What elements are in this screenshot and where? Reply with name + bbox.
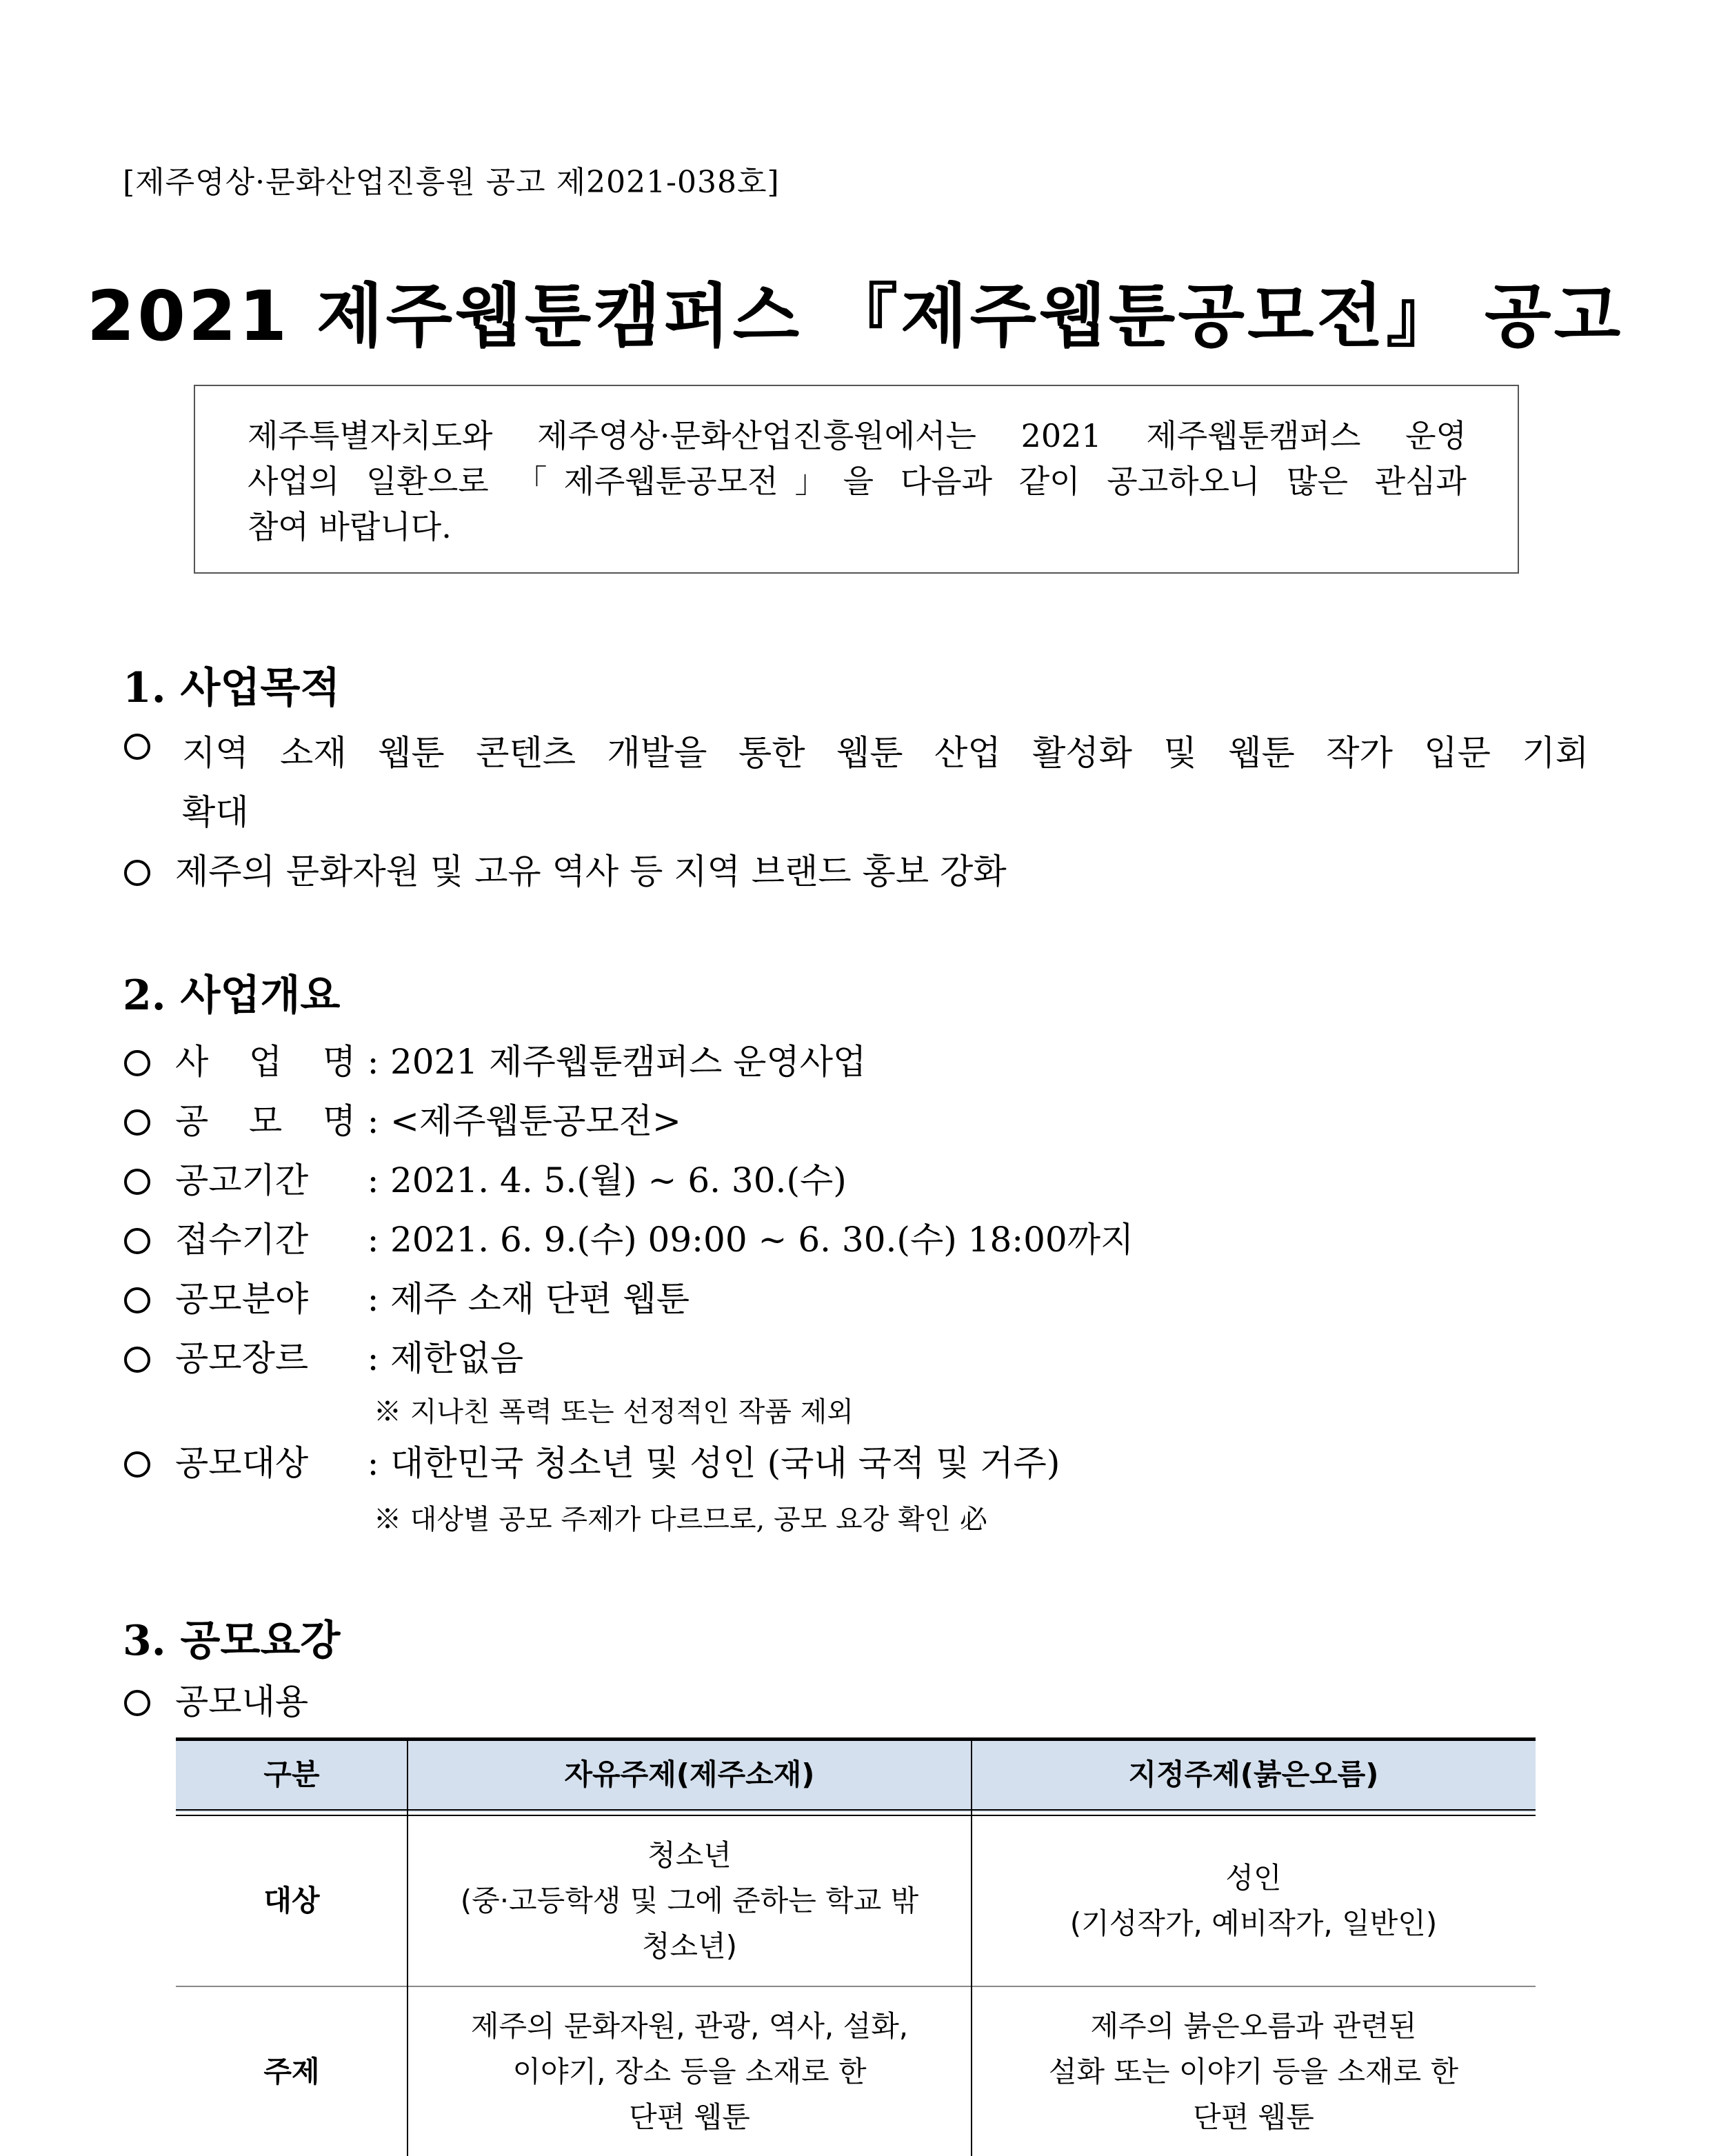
circle-bullet-icon bbox=[124, 1169, 150, 1195]
note-text: ※ 지나친 폭력 또는 선정적인 작품 제외 bbox=[374, 1396, 854, 1428]
circle-bullet-icon bbox=[124, 1347, 150, 1373]
notice-number: [제주영상·문화산업진흥원 공고 제2021-038호] bbox=[123, 165, 780, 200]
header-cell: 지정주제(붉은오름) bbox=[1128, 1757, 1379, 1791]
list-item bbox=[124, 844, 1007, 894]
section-heading: 3. 공모요강 bbox=[123, 1617, 341, 1665]
overview-label: 공고기간 bbox=[175, 1160, 309, 1200]
cell-line: 설화 또는 이야기 등을 소재로 한 bbox=[1048, 2054, 1459, 2088]
overview-value: 제주 소재 단편 웹툰 bbox=[390, 1279, 690, 1319]
circle-bullet-icon bbox=[124, 1109, 150, 1136]
intro-line: 사업의 일환으로 「제주웹툰공모전」을 다음과 같이 공고하오니 많은 관심과 bbox=[248, 463, 1467, 500]
cell-line: (기성작가, 예비작가, 일반인) bbox=[1069, 1906, 1438, 1940]
overview-value: 2021 제주웹툰캠퍼스 운영사업 bbox=[390, 1042, 867, 1082]
circle-bullet-icon bbox=[124, 734, 150, 760]
intro-box bbox=[194, 385, 1519, 574]
overview-value: 제한없음 bbox=[390, 1338, 524, 1378]
note-text: ※ 대상별 공모 주제가 다르므로, 공모 요강 확인 必 bbox=[374, 1504, 987, 1535]
header-cell: 구분 bbox=[263, 1757, 320, 1791]
circle-bullet-icon bbox=[124, 1690, 150, 1716]
overview-label: 공모분야 bbox=[175, 1279, 309, 1319]
overview-row bbox=[124, 1094, 681, 1143]
intro-line: 제주특별자치도와 제주영상·문화산업진흥원에서는 2021 제주웹툰캠퍼스 운영 bbox=[248, 417, 1467, 454]
row-head: 대상 bbox=[263, 1884, 320, 1917]
circle-bullet-icon bbox=[124, 1451, 150, 1478]
cell-line: 청소년 bbox=[647, 1838, 732, 1872]
table-cell bbox=[972, 1816, 1536, 1986]
circle-bullet-icon bbox=[124, 1050, 150, 1076]
cell-line: 성인 bbox=[1225, 1861, 1282, 1895]
purpose-text-cont: 확대 bbox=[182, 792, 249, 832]
overview-label: 사 업 명 bbox=[175, 1042, 356, 1082]
header-cell: 자유주제(제주소재) bbox=[564, 1757, 815, 1791]
column-divider bbox=[971, 1737, 972, 2156]
overview-label: 접수기간 bbox=[175, 1220, 309, 1260]
colon: : bbox=[367, 1042, 379, 1082]
purpose-text: 지역 소재 웹툰 콘텐츠 개발을 통한 웹툰 산업 활성화 및 웹툰 작가 입문 기회 bbox=[182, 733, 1589, 773]
overview-value: 2021. 4. 5.(월) ~ 6. 30.(수) bbox=[390, 1160, 847, 1200]
circle-bullet-icon bbox=[124, 860, 150, 886]
colon: : bbox=[367, 1220, 379, 1260]
overview-label: 공모장르 bbox=[175, 1338, 309, 1378]
cell-line: 청소년) bbox=[641, 1929, 738, 1963]
overview-value: 2021. 6. 9.(수) 09:00 ~ 6. 30.(수) 18:00까지 bbox=[390, 1220, 1134, 1260]
colon: : bbox=[367, 1101, 379, 1141]
colon: : bbox=[367, 1338, 379, 1378]
circle-bullet-icon bbox=[124, 1287, 150, 1313]
overview-row bbox=[124, 1034, 866, 1084]
purpose-text: 제주의 문화자원 및 고유 역사 등 지역 브랜드 홍보 강화 bbox=[175, 852, 1007, 891]
overview-row bbox=[124, 1153, 847, 1202]
cell-line: 단편 웹툰 bbox=[629, 2099, 750, 2134]
overview-label: 공모대상 bbox=[175, 1443, 309, 1483]
document-title: 2021 제주웹툰캠퍼스 『제주웹툰공모전』 공고 bbox=[86, 276, 1624, 356]
cell-line: 제주의 문화자원, 관광, 역사, 설화, bbox=[470, 2008, 909, 2043]
cell-line: 제주의 붉은오름과 관련된 bbox=[1090, 2008, 1417, 2043]
overview-row bbox=[124, 1435, 1060, 1485]
cell-line: 이야기, 장소 등을 소재로 한 bbox=[512, 2054, 867, 2088]
row-head: 주제 bbox=[263, 2054, 320, 2088]
overview-value: <제주웹툰공모전> bbox=[390, 1101, 681, 1141]
cell-line: (중·고등학생 및 그에 준하는 학교 밖 bbox=[460, 1884, 919, 1917]
overview-row bbox=[124, 1271, 690, 1321]
colon: : bbox=[367, 1279, 379, 1319]
table-cell bbox=[408, 1816, 972, 1986]
colon: : bbox=[367, 1443, 379, 1483]
table-cell bbox=[408, 1987, 972, 2156]
overview-value: 대한민국 청소년 및 성인 (국내 국적 및 거주) bbox=[390, 1443, 1060, 1483]
cell-line: 단편 웹툰 bbox=[1193, 2099, 1314, 2134]
list-item bbox=[124, 1674, 308, 1724]
list-item bbox=[124, 725, 175, 765]
table-cell bbox=[972, 1987, 1536, 2156]
overview-row bbox=[124, 1331, 523, 1380]
section-heading: 1. 사업목적 bbox=[123, 664, 341, 712]
colon: : bbox=[367, 1160, 379, 1200]
overview-row bbox=[124, 1212, 1134, 1262]
header-rule bbox=[176, 1809, 1536, 1811]
column-divider bbox=[407, 1737, 408, 2156]
circle-bullet-icon bbox=[124, 1228, 150, 1254]
overview-label: 공 모 명 bbox=[175, 1101, 356, 1141]
intro-line: 참여 바랍니다. bbox=[248, 508, 452, 545]
sub-heading: 공모내용 bbox=[175, 1682, 309, 1722]
section-heading: 2. 사업개요 bbox=[123, 971, 341, 1020]
